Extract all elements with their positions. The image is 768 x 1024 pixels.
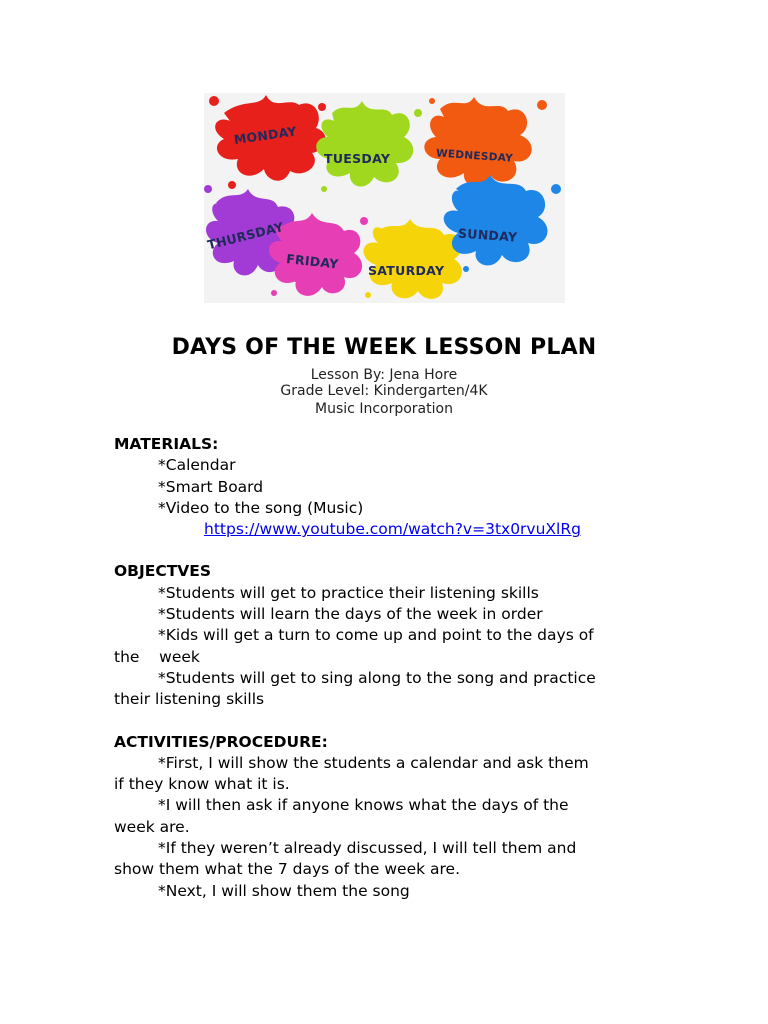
activity-line: week are.	[114, 817, 190, 836]
activity-line: *I will then ask if anyone knows what the days of the	[158, 796, 569, 815]
friday-label: FRIDAY	[285, 251, 340, 272]
objective-line: *Students will get to practice their listening skills	[158, 583, 539, 602]
materials-heading: MATERIALS:	[114, 435, 219, 453]
days-of-week-banner	[204, 93, 565, 303]
music-incorporation: Music Incorporation	[315, 401, 453, 417]
tuesday-label: TUESDAY	[324, 151, 391, 166]
monday-label: MONDAY	[232, 123, 298, 148]
grade-level: Grade Level: Kindergarten/4K	[280, 383, 488, 399]
objective-line: *Students will get to sing along to the song and practice	[158, 668, 596, 687]
materials-item: *Smart Board	[158, 477, 264, 496]
activities-heading: ACTIVITIES/PROCEDURE:	[114, 732, 328, 751]
thursday-label: THURSDAY	[205, 218, 286, 253]
sunday-label: SUNDAY	[457, 225, 518, 245]
youtube-video-link[interactable]: https://www.youtube.com/watch?v=3tx0rvuXlRg	[204, 520, 581, 539]
materials-item: *Calendar	[158, 456, 236, 475]
objective-line: the week	[114, 647, 200, 666]
day-labels-layer	[204, 93, 565, 303]
page-title: DAYS OF THE WEEK LESSON PLAN	[171, 335, 597, 360]
lesson-author: Lesson By: Jena Hore	[310, 367, 458, 383]
activity-line: *First, I will show the students a calendar and ask them	[158, 753, 589, 772]
lesson-body	[114, 434, 674, 902]
saturday-label: SATURDAY	[368, 263, 445, 278]
objectives-heading: OBJECTVES	[114, 562, 212, 581]
activity-line: *If they weren’t already discussed, I will tell them and	[158, 839, 577, 858]
objective-line: their listening skills	[114, 690, 265, 709]
wednesday-label: WEDNESDAY	[435, 147, 514, 165]
activity-line: if they know what it is.	[114, 775, 290, 794]
activity-line: *Next, I will show them the song	[158, 881, 410, 900]
activity-line: show them what the 7 days of the week are.	[114, 860, 460, 879]
objective-line: *Kids will get a turn to come up and point to the days of	[158, 626, 594, 645]
materials-item: *Video to the song (Music)	[158, 498, 364, 517]
objective-line: *Students will learn the days of the week in order	[158, 605, 543, 624]
